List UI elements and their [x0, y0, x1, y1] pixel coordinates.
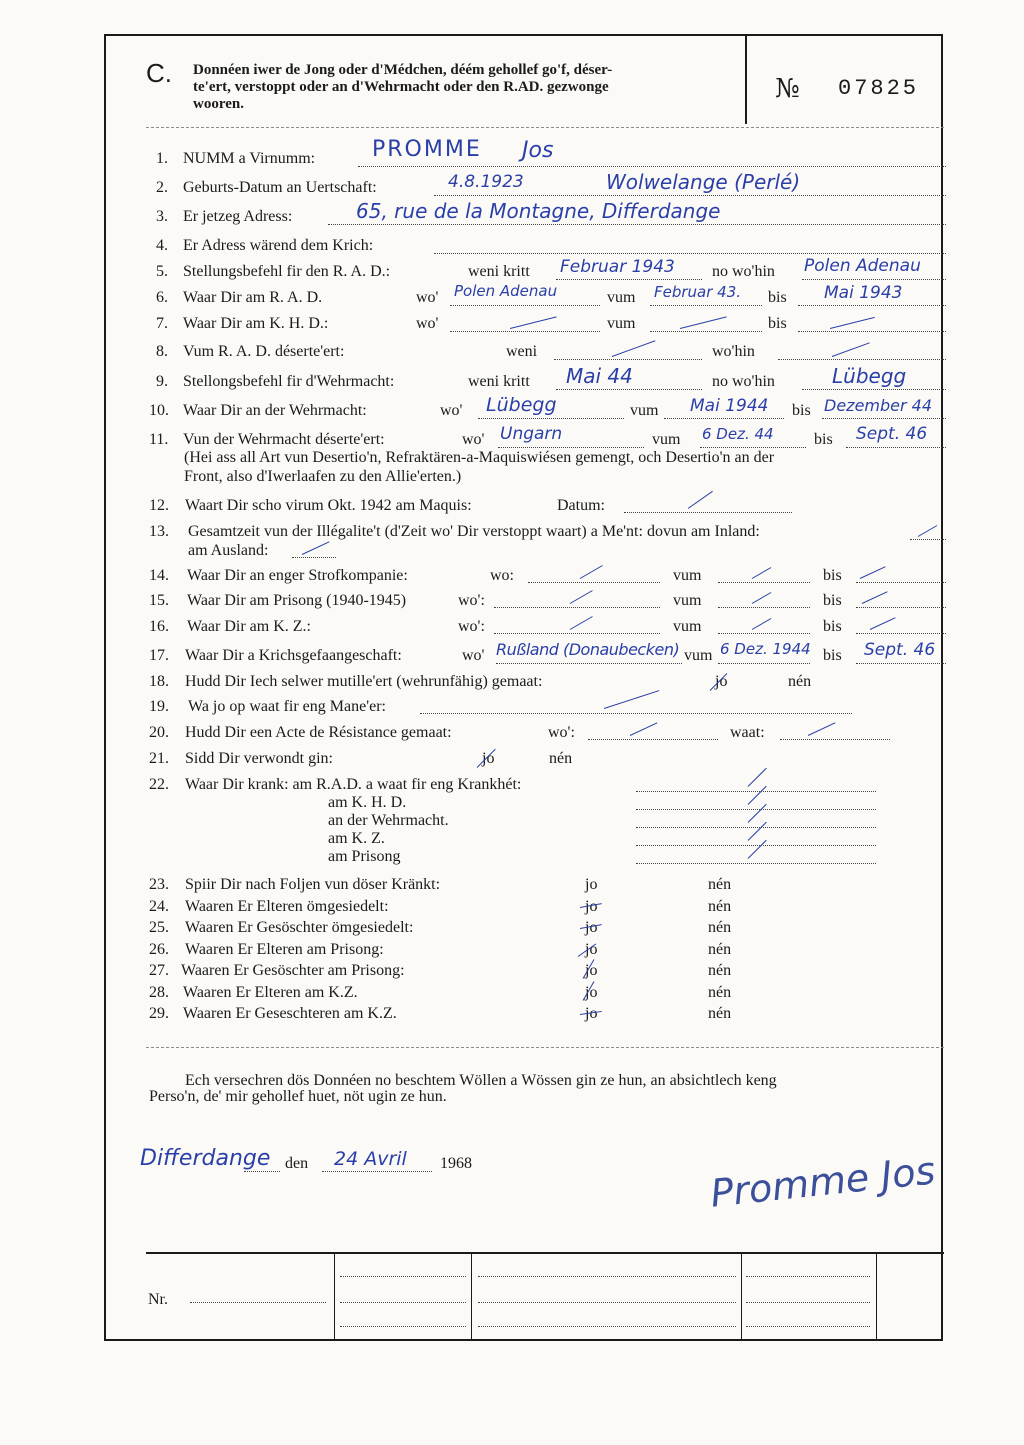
q29-nen[interactable]: nén [708, 1005, 732, 1022]
q9-num: 9. [156, 373, 168, 390]
q11-place: Ungarn [500, 424, 563, 444]
q8-date-field[interactable] [554, 359, 702, 360]
q2-num: 2. [156, 179, 168, 196]
footer-cell-1c[interactable] [340, 1326, 466, 1327]
q27-nen[interactable]: nén [708, 962, 732, 979]
q16-to-field[interactable] [856, 633, 946, 634]
q22-khd-field[interactable] [636, 809, 876, 810]
q11-place-field[interactable] [498, 447, 644, 448]
q16-label: Waar Dir am K. Z.: [187, 618, 311, 635]
q17-vum: vum [684, 647, 713, 664]
q2-field[interactable] [434, 195, 946, 196]
q10-wo: wo' [440, 402, 463, 419]
q14-bis: bis [823, 567, 842, 584]
q16-from-field[interactable] [718, 633, 810, 634]
header-divider [745, 36, 747, 124]
q6-to: Mai 1943 [824, 283, 903, 303]
q24-nen[interactable]: nén [708, 898, 732, 915]
q19-field[interactable] [420, 713, 852, 714]
signature-year: 1968 [440, 1155, 472, 1172]
q14-from-field[interactable] [718, 582, 810, 583]
q26-num: 26. [149, 941, 169, 958]
q1-num: 1. [156, 150, 168, 167]
q5-weni: weni kritt [468, 263, 530, 280]
q20-label: Hudd Dir een Acte de Résistance gemaat: [185, 724, 452, 741]
q8-wohin: wo'hin [712, 343, 755, 360]
q29-jo[interactable]: jo [585, 1005, 598, 1022]
footer-divider-3 [741, 1252, 742, 1340]
q23-num: 23. [149, 876, 169, 893]
q25-num: 25. [149, 919, 169, 936]
q7-label: Waar Dir am K. H. D.: [183, 315, 329, 332]
q22-sub-1: am K. H. D. [328, 794, 407, 811]
q5-place: Polen Adenau [804, 256, 921, 276]
footer-top-rule [146, 1252, 944, 1254]
q14-wo: wo: [490, 567, 514, 584]
q4-num: 4. [156, 237, 168, 254]
q5-date: Februar 1943 [560, 257, 675, 277]
q9-date: Mai 44 [566, 364, 633, 388]
signature-date: 24 Avril [334, 1148, 407, 1170]
q22-label: Waar Dir krank: am R.A.D. a waat fir eng Krankhét: [185, 776, 522, 793]
q9-place-field[interactable] [802, 389, 946, 390]
q12-datum: Datum: [557, 497, 605, 514]
q9-date-field[interactable] [556, 389, 702, 390]
q1-field[interactable] [358, 166, 946, 167]
q9-label: Stellongsbefehl fir d'Wehrmacht: [183, 373, 395, 390]
q10-from: Mai 1944 [690, 396, 769, 416]
header-title-line-3: wooren. [193, 96, 244, 112]
footer-nr-field[interactable] [190, 1302, 326, 1303]
q17-place: Rußland (Donaubecken) [496, 640, 680, 659]
q27-jo[interactable]: jo [585, 962, 598, 979]
q15-wo: wo': [458, 592, 485, 609]
q22-sub-4: am Prisong [328, 848, 401, 865]
q24-num: 24. [149, 898, 169, 915]
q25-nen[interactable]: nén [708, 919, 732, 936]
q10-place: Lübegg [486, 394, 557, 416]
q11-wo: wo' [462, 431, 485, 448]
q23-label: Spiir Dir nach Foljen vun döser Kränkt: [185, 876, 441, 893]
q1-label: NUMM a Virnumm: [183, 150, 316, 167]
q22-num: 22. [149, 776, 169, 793]
q16-num: 16. [149, 618, 169, 635]
signature-place-field[interactable] [244, 1171, 280, 1172]
q7-wo: wo' [416, 315, 439, 332]
q8-num: 8. [156, 343, 168, 360]
q5-date-field[interactable] [556, 279, 702, 280]
q6-from-field[interactable] [650, 305, 762, 306]
q16-bis: bis [823, 618, 842, 635]
q27-label: Waaren Er Gesöschter am Prisong: [181, 962, 405, 979]
q1-surname: PROMME [372, 137, 482, 162]
q15-label: Waar Dir am Prisong (1940-1945) [187, 592, 407, 609]
q15-num: 15. [149, 592, 169, 609]
q7-to-field[interactable] [798, 331, 946, 332]
q10-place-field[interactable] [478, 418, 624, 419]
q28-jo[interactable]: jo [585, 984, 598, 1001]
q14-num: 14. [149, 567, 169, 584]
footer-divider-4 [876, 1252, 877, 1340]
q17-from: 6 Dez. 1944 [720, 640, 811, 658]
q3-num: 3. [156, 208, 168, 225]
q11-note-2: Front, also d'Iwerlaafen zu den Allie'erten.) [184, 468, 462, 485]
q6-label: Waar Dir am R. A. D. [183, 289, 323, 306]
q13-ausland-field[interactable] [292, 557, 336, 558]
q17-wo: wo' [462, 647, 485, 664]
q11-note-1: (Hei ass all Art vun Desertio'n, Refraktären-a-Maquiswiésen gemengt, och Desertio'n an der [184, 449, 775, 466]
q29-num: 29. [149, 1005, 169, 1022]
q17-bis: bis [823, 647, 842, 664]
q6-vum: vum [607, 289, 636, 306]
q7-place-field[interactable] [450, 331, 600, 332]
declaration-line-1: Ech versechren dös Donnéen no beschtem Wöllen a Wössen gin ze hun, an absichtlech keng [185, 1072, 777, 1089]
q19-label: Wa jo op waat fir eng Mane'er: [188, 698, 386, 715]
q17-to-field[interactable] [856, 663, 946, 664]
q20-wo: wo': [548, 724, 575, 741]
q5-nowohin: no wo'hin [712, 263, 775, 280]
q15-to-field[interactable] [856, 607, 946, 608]
q10-to: Dezember 44 [824, 396, 933, 415]
footer-divider-1 [334, 1252, 335, 1340]
q6-bis: bis [768, 289, 787, 306]
q14-to-field[interactable] [856, 582, 946, 583]
q22-wehrmacht-field[interactable] [636, 827, 876, 828]
q15-vum: vum [673, 592, 702, 609]
q28-nen[interactable]: nén [708, 984, 732, 1001]
footer-cell-3c[interactable] [746, 1326, 870, 1327]
section-letter: C. [146, 58, 172, 88]
signature-place: Differdange [140, 1146, 271, 1171]
q21-label: Sidd Dir verwondt gin: [185, 750, 333, 767]
q6-from: Februar 43. [654, 283, 742, 301]
q15-from-field[interactable] [718, 607, 810, 608]
number-symbol: № [775, 74, 800, 104]
q21-nen[interactable]: nén [549, 750, 573, 767]
q22-sub-2: an der Wehrmacht. [328, 812, 449, 829]
q23-jo[interactable]: jo [585, 876, 598, 893]
footer-divider-2 [471, 1252, 472, 1340]
footer-cell-2c[interactable] [478, 1326, 736, 1327]
form-number: 07825 [838, 76, 920, 101]
q28-label: Waaren Er Elteren am K.Z. [183, 984, 358, 1001]
q2-date: 4.8.1923 [448, 172, 524, 192]
q11-to: Sept. 46 [856, 424, 928, 444]
q13-inland-field[interactable] [910, 539, 946, 540]
q24-jo[interactable]: jo [585, 898, 598, 915]
q8-weni: weni [506, 343, 538, 360]
q3-address: 65, rue de la Montagne, Differdange [356, 199, 721, 223]
q2-label: Geburts-Datum an Uertschaft: [183, 179, 377, 196]
q7-from-field[interactable] [650, 331, 762, 332]
q18-jo[interactable]: jo [715, 673, 728, 690]
q25-label: Waaren Er Gesöschter ömgesiedelt: [185, 919, 414, 936]
q6-to-field[interactable] [798, 305, 946, 306]
q29-label: Waaren Er Geseschteren am K.Z. [183, 1005, 397, 1022]
q19-num: 19. [149, 698, 169, 715]
q5-place-field[interactable] [802, 279, 946, 280]
q10-num: 10. [149, 402, 169, 419]
q25-jo[interactable]: jo [585, 919, 598, 936]
signature-den: den [285, 1155, 309, 1172]
q10-to-field[interactable] [822, 418, 946, 419]
q21-num: 21. [149, 750, 169, 767]
q16-place-field[interactable] [494, 633, 660, 634]
header-title-line-1: Donnéen iwer de Jong oder d'Médchen, déém gehollef go'f, déser- [193, 62, 613, 78]
q6-wo: wo' [416, 289, 439, 306]
q20-num: 20. [149, 724, 169, 741]
q10-vum: vum [630, 402, 659, 419]
q22-kz-field[interactable] [636, 845, 876, 846]
q24-label: Waaren Er Elteren ömgesiedelt: [185, 898, 389, 915]
q14-place-field[interactable] [528, 582, 660, 583]
q6-place: Polen Adenau [454, 282, 558, 300]
q7-vum: vum [607, 315, 636, 332]
q13-label-2: am Ausland: [188, 542, 269, 559]
q3-label: Er jetzeg Adress: [183, 208, 293, 225]
signature-date-field[interactable] [322, 1171, 432, 1172]
q3-field[interactable] [328, 224, 946, 225]
q8-label: Vum R. A. D. déserte'ert: [183, 343, 345, 360]
footer-cell-2b[interactable] [478, 1302, 736, 1303]
q17-num: 17. [149, 647, 169, 664]
q17-to: Sept. 46 [864, 640, 936, 660]
q20-waat: waat: [730, 724, 765, 741]
q21-jo[interactable]: jo [482, 750, 495, 767]
q15-place-field[interactable] [494, 607, 660, 608]
q17-place-field[interactable] [496, 663, 682, 664]
q20-place-field[interactable] [588, 739, 718, 740]
q22-prisong-field[interactable] [636, 863, 876, 864]
footer-cell-3b[interactable] [746, 1302, 870, 1303]
q18-label: Hudd Dir Iech selwer mutille'ert (wehrunfähig) gemaat: [185, 673, 543, 690]
q16-wo: wo': [458, 618, 485, 635]
q5-num: 5. [156, 263, 168, 280]
q11-bis: bis [814, 431, 833, 448]
q17-from-field[interactable] [718, 663, 810, 664]
q22-sub-3: am K. Z. [328, 830, 385, 847]
q13-label: Gesamtzeit vun der Illégalite't (d'Zeit wo' Dir verstoppt waart) a Me'nt: dovun am Inland: [188, 523, 760, 540]
q2-place: Wolwelange (Perlé) [606, 170, 801, 194]
q6-num: 6. [156, 289, 168, 306]
header-title-line-2: te'ert, verstoppt oder an d'Wehrmacht oder den R.AD. gezwonge [193, 79, 609, 95]
q11-label: Vun der Wehrmacht déserte'ert: [183, 431, 385, 448]
footer-nr-label: Nr. [148, 1291, 168, 1308]
header-rule [146, 127, 944, 128]
q7-bis: bis [768, 315, 787, 332]
q26-nen[interactable]: nén [708, 941, 732, 958]
q18-nen[interactable]: nén [788, 673, 812, 690]
q1-firstname: Jos [522, 138, 554, 163]
q22-rad-field[interactable] [636, 791, 876, 792]
q12-label: Waart Dir scho virum Okt. 1942 am Maquis: [185, 497, 472, 514]
q4-label: Er Adress wärend dem Krich: [183, 237, 374, 254]
q12-field[interactable] [624, 512, 792, 513]
q26-label: Waaren Er Elteren am Prisong: [185, 941, 384, 958]
q14-vum: vum [673, 567, 702, 584]
q20-what-field[interactable] [780, 739, 890, 740]
q9-place: Lübegg [832, 364, 907, 388]
q27-num: 27. [149, 962, 169, 979]
q11-vum: vum [652, 431, 681, 448]
footer-cell-3a[interactable] [746, 1276, 870, 1277]
q15-bis: bis [823, 592, 842, 609]
q23-nen[interactable]: nén [708, 876, 732, 893]
questions-rule [146, 1047, 944, 1048]
q28-num: 28. [149, 984, 169, 1001]
signature-text: Promme Jos [708, 1148, 938, 1216]
q13-num: 13. [149, 523, 169, 540]
q11-from: 6 Dez. 44 [702, 425, 774, 443]
q9-nowohin: no wo'hin [712, 373, 775, 390]
q14-label: Waar Dir an enger Strofkompanie: [187, 567, 408, 584]
q8-place-field[interactable] [778, 359, 946, 360]
q6-place-field[interactable] [450, 305, 600, 306]
declaration-line-2: Perso'n, de' mir gehollef huet, nöt ugin ze hun. [149, 1088, 447, 1105]
q9-weni: weni kritt [468, 373, 530, 390]
q26-jo[interactable]: jo [585, 941, 598, 958]
q7-num: 7. [156, 315, 168, 332]
footer-cell-1a[interactable] [340, 1276, 466, 1277]
q4-field[interactable] [434, 253, 946, 254]
q11-from-field[interactable] [700, 447, 806, 448]
q17-label: Waar Dir a Krichsgefaangeschaft: [185, 647, 402, 664]
q10-bis: bis [792, 402, 811, 419]
q10-label: Waar Dir an der Wehrmacht: [183, 402, 367, 419]
q10-from-field[interactable] [664, 418, 784, 419]
q11-num: 11. [149, 431, 169, 448]
q12-num: 12. [149, 497, 169, 514]
footer-cell-1b[interactable] [340, 1302, 466, 1303]
q5-label: Stellungsbefehl fir den R. A. D.: [183, 263, 391, 280]
q11-to-field[interactable] [846, 447, 946, 448]
q18-num: 18. [149, 673, 169, 690]
q16-vum: vum [673, 618, 702, 635]
footer-cell-2a[interactable] [478, 1276, 736, 1277]
